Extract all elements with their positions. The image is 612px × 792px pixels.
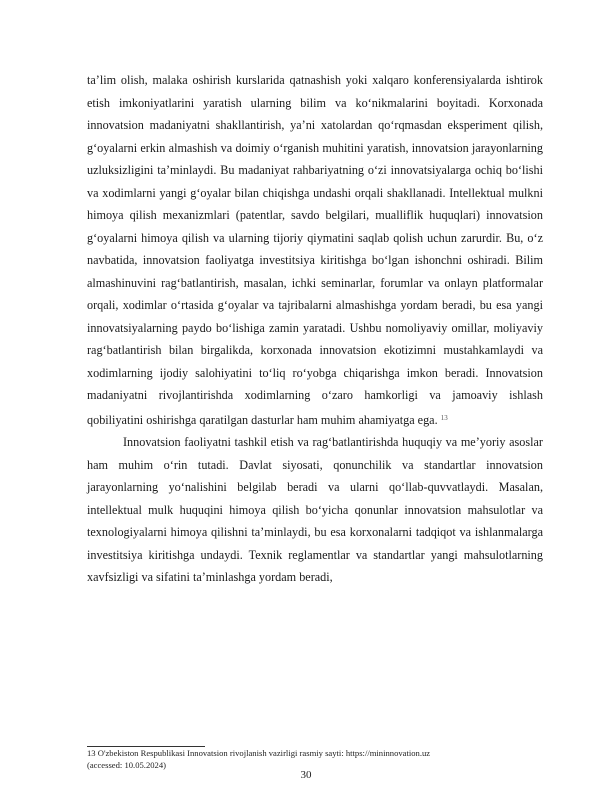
footnote	[87, 748, 557, 771]
body-text	[87, 69, 543, 589]
footnote-source: 13 O'zbekiston Respublikasi Innovatsion rivojlanish vazirligi rasmiy sayti: https://mininnovation.uz	[87, 748, 431, 758]
footnote-accessed-date: (accessed: 10.05.2024)	[87, 759, 166, 770]
footnote-separator	[87, 746, 205, 747]
page-number: 30	[300, 769, 312, 781]
footnote-reference[interactable]: 13	[440, 413, 448, 422]
paragraph-1	[87, 69, 543, 431]
paragraph-2: Innovatsion faoliyatni tashkil etish va rag‘batlantirishda huquqiy va me’yoriy asoslar ham muhim o‘rin tutadi. Davlat siyosati, qonunchilik va standartlar innovatsion jarayonlarning yo‘nalishini belgilab beradi va ularni qo‘llab-quvvatlaydi. Masalan, intellektual mulk huquqini himoya qilish bo‘yicha qonunlar innovatsion mahsulotlar va texnologiyalarni himoya qilishni ta’minlaydi, bu esa korxonalarni tadqiqot va ishlanmalarga investitsiya kiritishga undaydi. Texnik reglamentlar va standartlar yangi mahsulotlarning xavfsizligi va sifatini ta’minlashga yordam beradi,	[87, 435, 543, 584]
paragraph-1-text: ta’lim olish, malaka oshirish kurslarida qatnashish yoki xalqaro konferensiyalarda ishtirok etish imkoniyatlarini yaratish ularning bilim va ko‘nikmalarini boyitadi. Korxonada innovatsion madaniyatni shakllantirish, ya’ni xatolardan qo‘rqmasdan eksperiment qilish, g‘oyalarni erkin almashish va doimiy o‘rganish muhitini yaratish, innovatsion jarayonlarning uzluksizligini ta’minlaydi. Bu madaniyat rahbariyatning o‘zi innovatsiyalarga ochiq bo‘lishi va xodimlarni yangi g‘oyalar bilan chiqishga undashi orqali shakllanadi. Intellektual mulkni himoya qilish mexanizmlari (patentlar, savdo belgilari, mualliflik huquqlari) innovatsion g‘oyalarni himoya qilish va ularning tijoriy qiymatini saqlab qolish uchun zarurdir. Bu, o‘z navbatida, innovatsion faoliyatga investitsiya kiritishga bo‘lgan ishonchni oshiradi. Bilim almashinuvini rag‘batlantirish, masalan, ichki seminarlar, forumlar va onlayn platformalar orqali, xodimlar o‘rtasida g‘oyalar va tajribalarni almashishga yordam beradi, bu esa yangi innovatsiyalarning paydo bo‘lishiga zamin yaratadi. Ushbu nomoliyaviy omillar, moliyaviy rag‘batlantirish bilan birgalikda, korxonada innovatsion ekotizimni mustahkamlaydi va xodimlarning ijodiy salohiyatini to‘liq ro‘yobga chiqarishga imkon beradi. Innovatsion madaniyatni rivojlantirishda xodimlarning o‘zaro hamkorligi va jamoaviy ishlash qobiliyatini oshirishga qaratilgan dasturlar ham muhim ahamiyatga ega.	[87, 73, 543, 427]
